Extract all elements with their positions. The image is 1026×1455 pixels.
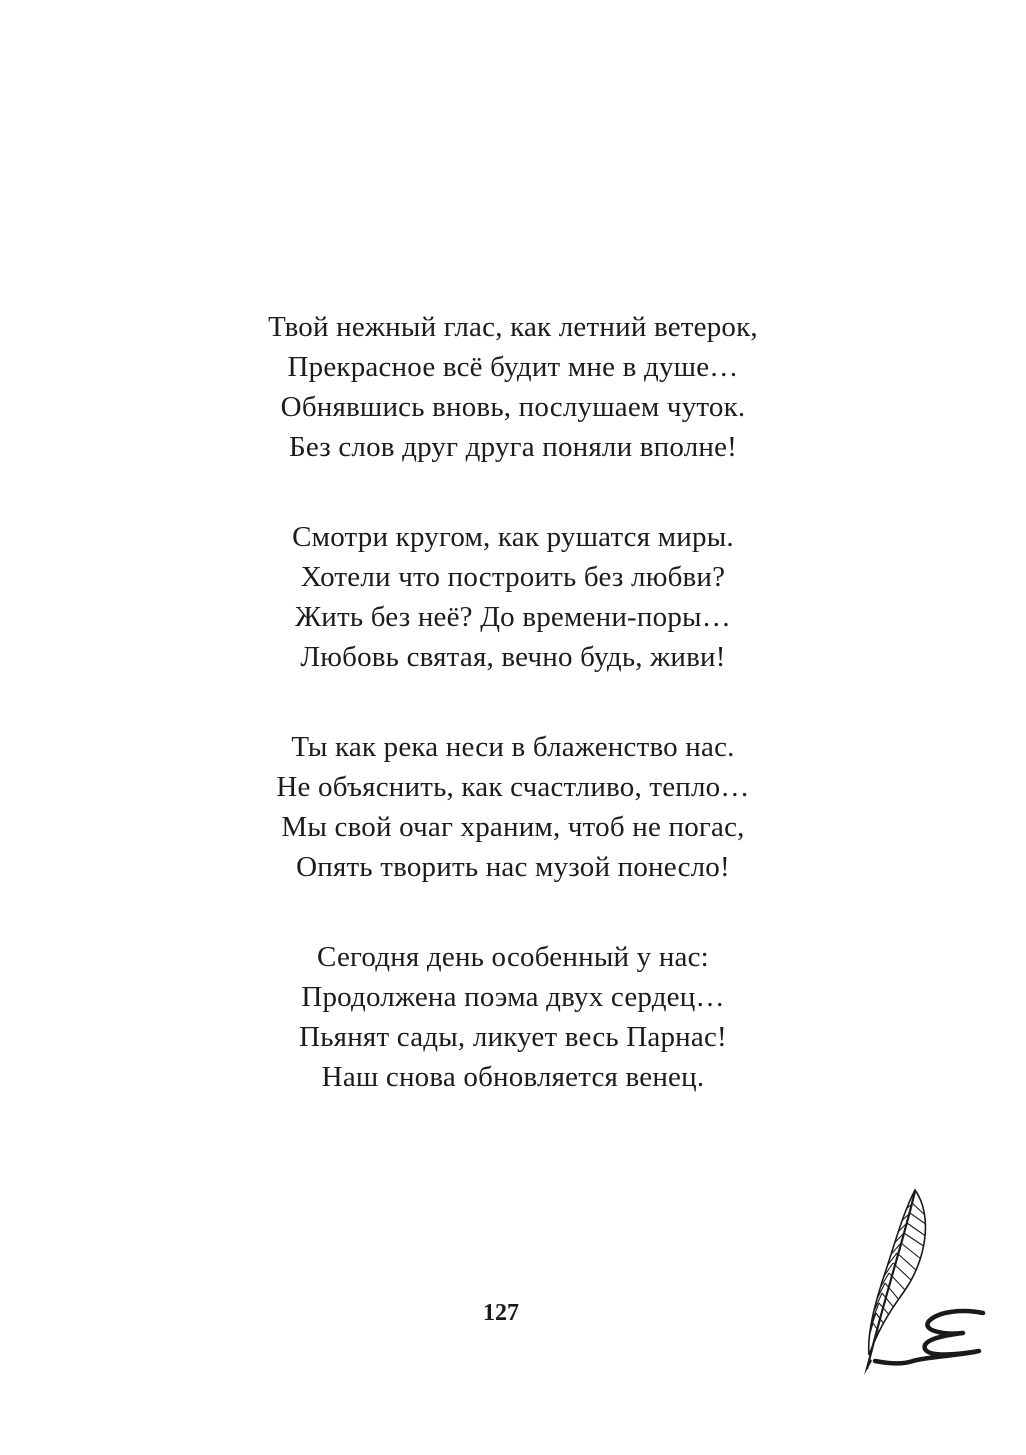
poem-line: Любовь святая, вечно будь, живи! <box>300 641 726 673</box>
stanza-1 <box>0 307 1026 467</box>
stanza-4 <box>0 937 1026 1097</box>
poem-line: Ты как река неси в блаженство нас. <box>291 731 735 763</box>
poem-line: Наш снова обновляется венец. <box>321 1061 705 1093</box>
poem-line: Жить без неё? До времени-поры… <box>295 601 731 633</box>
poem-line: Продолжена поэма двух сердец… <box>301 981 725 1013</box>
poem-line: Смотри кругом, как рушатся миры. <box>292 521 734 553</box>
poem-line: Мы свой очаг храним, чтоб не погас, <box>281 811 745 843</box>
poem-line: Опять творить нас музой понесло! <box>296 851 730 883</box>
poem-line: Пьянят сады, ликует весь Парнас! <box>299 1021 727 1053</box>
poem-line: Твой нежный глас, как летний ветерок, <box>268 311 758 343</box>
poem-line: Без слов друг друга поняли вполне! <box>288 431 738 463</box>
poem-line: Не объяснить, как счастливо, тепло… <box>276 771 750 803</box>
poem-line: Обнявшись вновь, послушаем чуток. <box>280 391 746 423</box>
stanza-3 <box>0 727 1026 887</box>
poem-line: Прекрасное всё будит мне в душе… <box>287 351 739 383</box>
poem-line: Сегодня день особенный у нас: <box>317 941 709 973</box>
page-number: 127 <box>483 1300 519 1326</box>
quill-pen-icon <box>855 1185 995 1380</box>
poem <box>0 307 1026 1147</box>
poem-line: Хотели что построить без любви? <box>300 561 726 593</box>
stanza-2 <box>0 517 1026 677</box>
